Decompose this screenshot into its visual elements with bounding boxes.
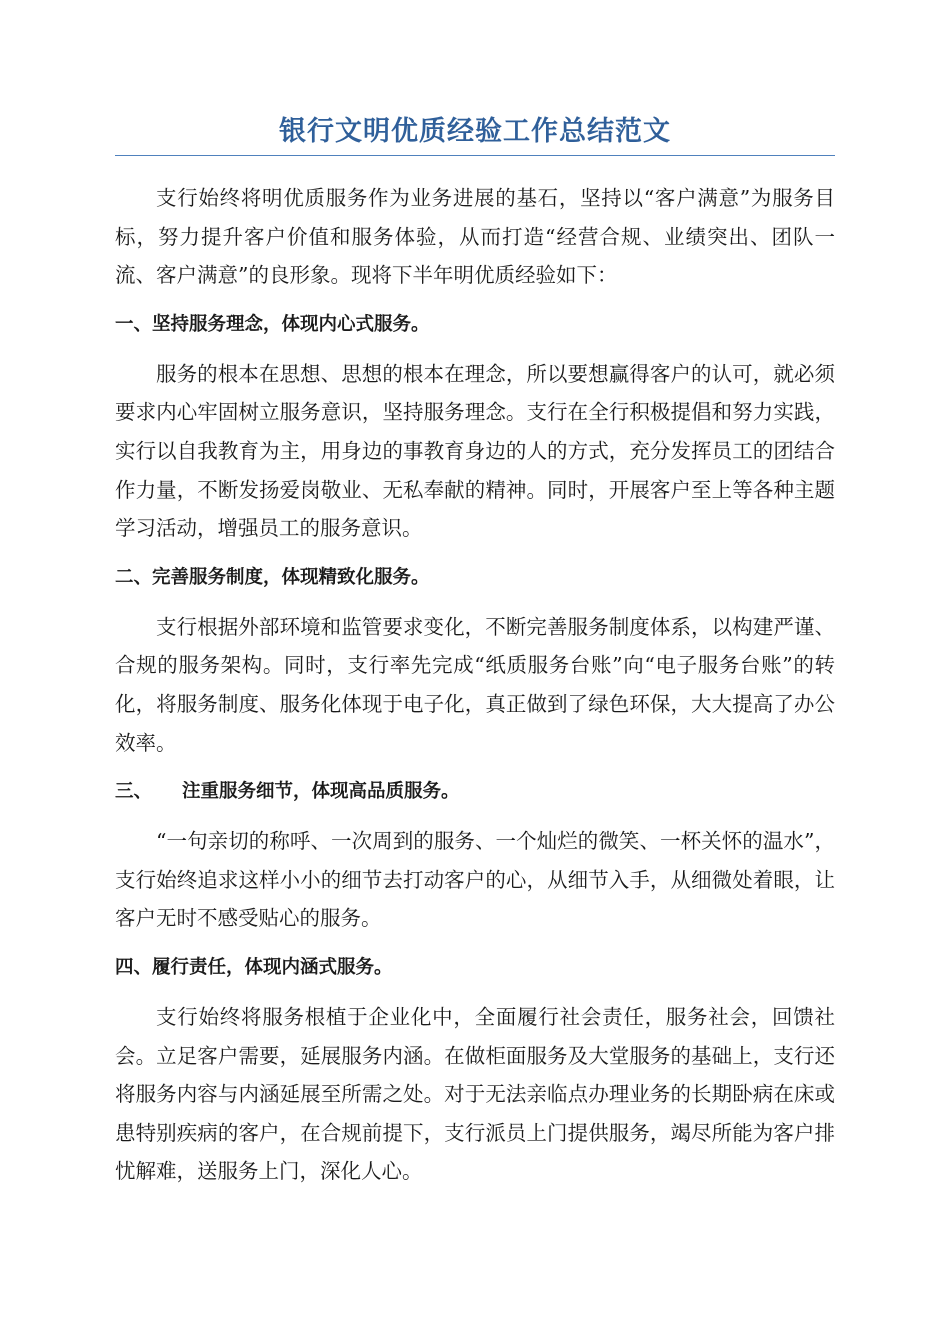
section-body-2: 支行根据外部环境和监管要求变化，不断完善服务制度体系，以构建严谨、合规的服务架构。同时，支行率先完成“纸质服务台账”向“电子服务台账”的转化，将服务制度、服务化体现于电子化，真正做到了绿色环保，大大提高了办公效率。 xyxy=(115,614,835,755)
document-page xyxy=(115,112,835,1191)
section-number: 一、 xyxy=(115,313,153,335)
section-number: 二、 xyxy=(115,566,153,588)
section-heading-text: 完善服务制度，体现精致化服务。 xyxy=(152,566,430,588)
section-body-1: 服务的根本在思想、思想的根本在理念，所以要想赢得客户的认可，就必须要求内心牢固树立服务意识，坚持服务理念。支行在全行积极提倡和努力实践，实行以自我教育为主，用身边的事教育身边的人的方式，充分发挥员工的团结合作力量，不断发扬爱岗敬业、无私奉献的精神。同时，开展客户至上等各种主题学习活动，增强员工的服务意识。 xyxy=(115,361,835,541)
section-body-3: “一句亲切的称呼、一次周到的服务、一个灿烂的微笑、一杯关怀的温水”，支行始终追求这样小小的细节去打动客户的心，从细节入手，从细微处着眼，让客户无时不感受贴心的服务。 xyxy=(115,829,835,931)
section-number: 四、 xyxy=(115,956,153,978)
section-number: 三、 xyxy=(115,781,153,803)
intro-paragraph: 支行始终将明优质服务作为业务进展的基石，坚持以“客户满意”为服务目标，努力提升客户价值和服务体验，从而打造“经营合规、业绩突出、团队一流、客户满意”的良形象。现将下半年明优质经验如下： xyxy=(115,186,835,288)
section-heading-3 xyxy=(115,773,835,811)
section-heading-text: 注重服务细节，体现高品质服务。 xyxy=(182,781,460,803)
section-heading-text: 坚持服务理念，体现内心式服务。 xyxy=(152,313,430,335)
section-heading-1 xyxy=(115,306,835,344)
section-body-4: 支行始终将服务根植于企业化中，全面履行社会责任，服务社会，回馈社会。立足客户需要，延展服务内涵。在做柜面服务及大堂服务的基础上，支行还将服务内容与内涵延展至所需之处。对于无法亲临点办理业务的长期卧病在床或患特别疾病的客户，在合规前提下，支行派员上门提供服务，竭尽所能为客户排忧解难，送服务上门，深化人心。 xyxy=(115,1004,835,1184)
section-heading-2 xyxy=(115,559,835,597)
section-heading-text: 履行责任，体现内涵式服务。 xyxy=(152,956,393,978)
document-title: 银行文明优质经验工作总结范文 xyxy=(115,112,835,156)
section-heading-4 xyxy=(115,949,835,987)
